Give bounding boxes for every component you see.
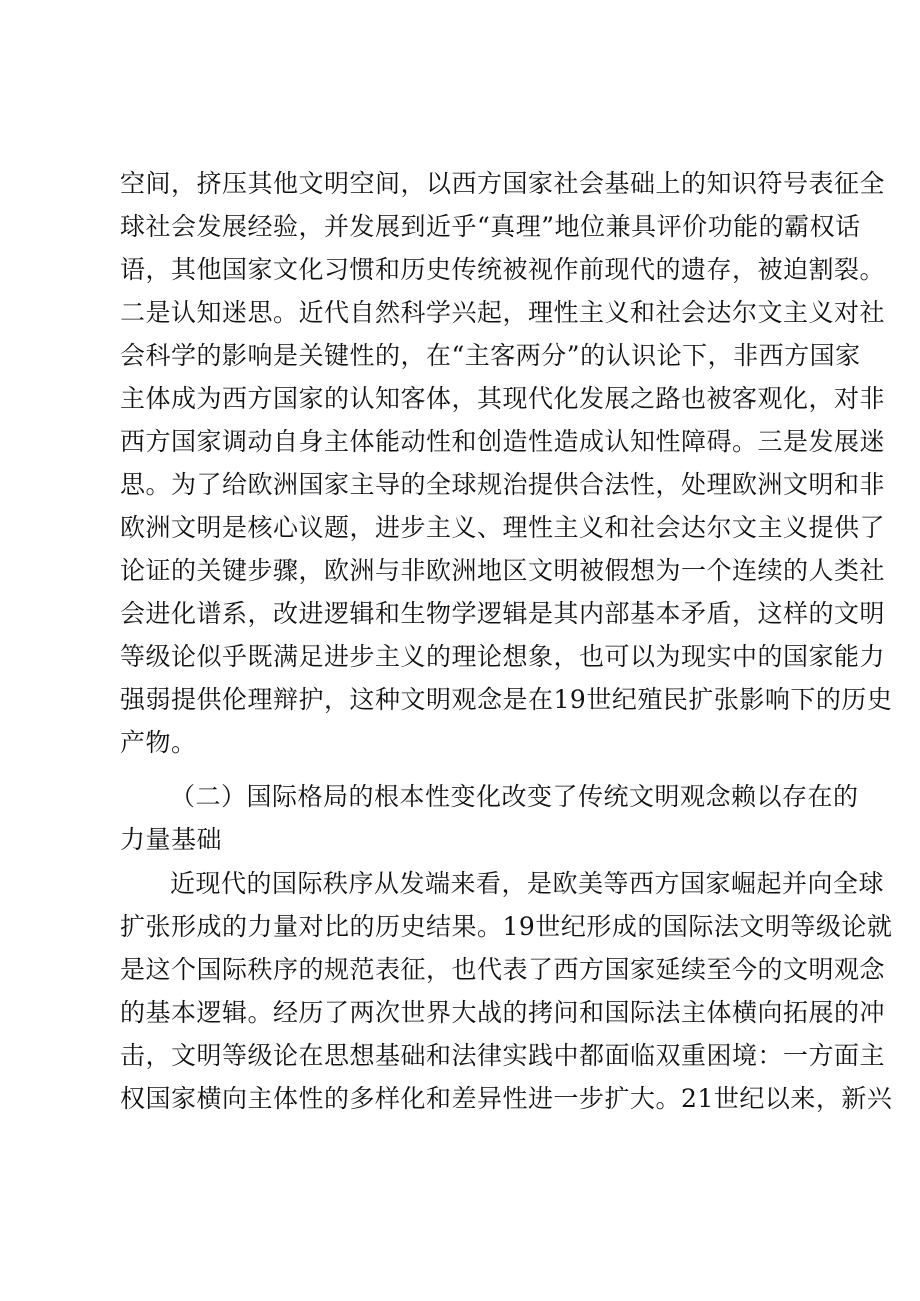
- text-line: 论证的关键步骤，欧洲与非欧洲地区文明被假想为一个连续的人类社: [120, 556, 886, 585]
- text-line: 权国家横向主体性的多样化和差异性进一步扩大。21世纪以来，新兴: [120, 1084, 893, 1113]
- section-heading-line: （二）国际格局的根本性变化改变了传统文明观念赖以存在的: [170, 782, 859, 811]
- text-line: 空间，挤压其他文明空间，以西方国家社会基础上的知识符号表征全: [120, 169, 886, 198]
- text-line: 西方国家调动自身主体能动性和创造性造成认知性障碍。三是发展迷: [120, 427, 886, 456]
- text-line: 会科学的影响是关键性的，在“主客两分”的认识论下，非西方国家: [120, 341, 861, 370]
- text-line: 会进化谱系，改进逻辑和生物学逻辑是其内部基本矛盾，这样的文明: [120, 599, 886, 628]
- text-line: 欧洲文明是核心议题，进步主义、理性主义和社会达尔文主义提供了: [120, 513, 886, 542]
- text-line: 是这个国际秩序的规范表征，也代表了西方国家延续至今的文明观念: [120, 955, 886, 984]
- text-line: 扩张形成的力量对比的历史结果。19世纪形成的国际法文明等级论就: [120, 912, 893, 941]
- text-line: 击，文明等级论在思想基础和法律实践中都面临双重困境：一方面主: [120, 1041, 886, 1070]
- text-line: 的基本逻辑。经历了两次世界大战的拷问和国际法主体横向拓展的冲: [120, 998, 886, 1027]
- section-heading-line: 力量基础: [120, 825, 223, 854]
- text-line: 思。为了给欧洲国家主导的全球规治提供合法性，处理欧洲文明和非: [120, 470, 886, 499]
- text-line: 主体成为西方国家的认知客体，其现代化发展之路也被客观化，对非: [120, 384, 886, 413]
- text-line: 语，其他国家文化习惯和历史传统被视作前现代的遗存，被迫割裂。: [120, 255, 886, 284]
- text-line: 近现代的国际秩序从发端来看，是欧美等西方国家崛起并向全球: [170, 869, 885, 898]
- text-line: 球社会发展经验，并发展到近乎“真理”地位兼具评价功能的霸权话: [120, 212, 861, 241]
- text-line: 二是认知迷思。近代自然科学兴起，理性主义和社会达尔文主义对社: [120, 298, 886, 327]
- text-line: 产物。: [120, 728, 197, 757]
- text-line: 等级论似乎既满足进步主义的理论想象，也可以为现实中的国家能力: [120, 642, 886, 671]
- text-line: 强弱提供伦理辩护，这种文明观念是在19世纪殖民扩张影响下的历史: [120, 685, 893, 714]
